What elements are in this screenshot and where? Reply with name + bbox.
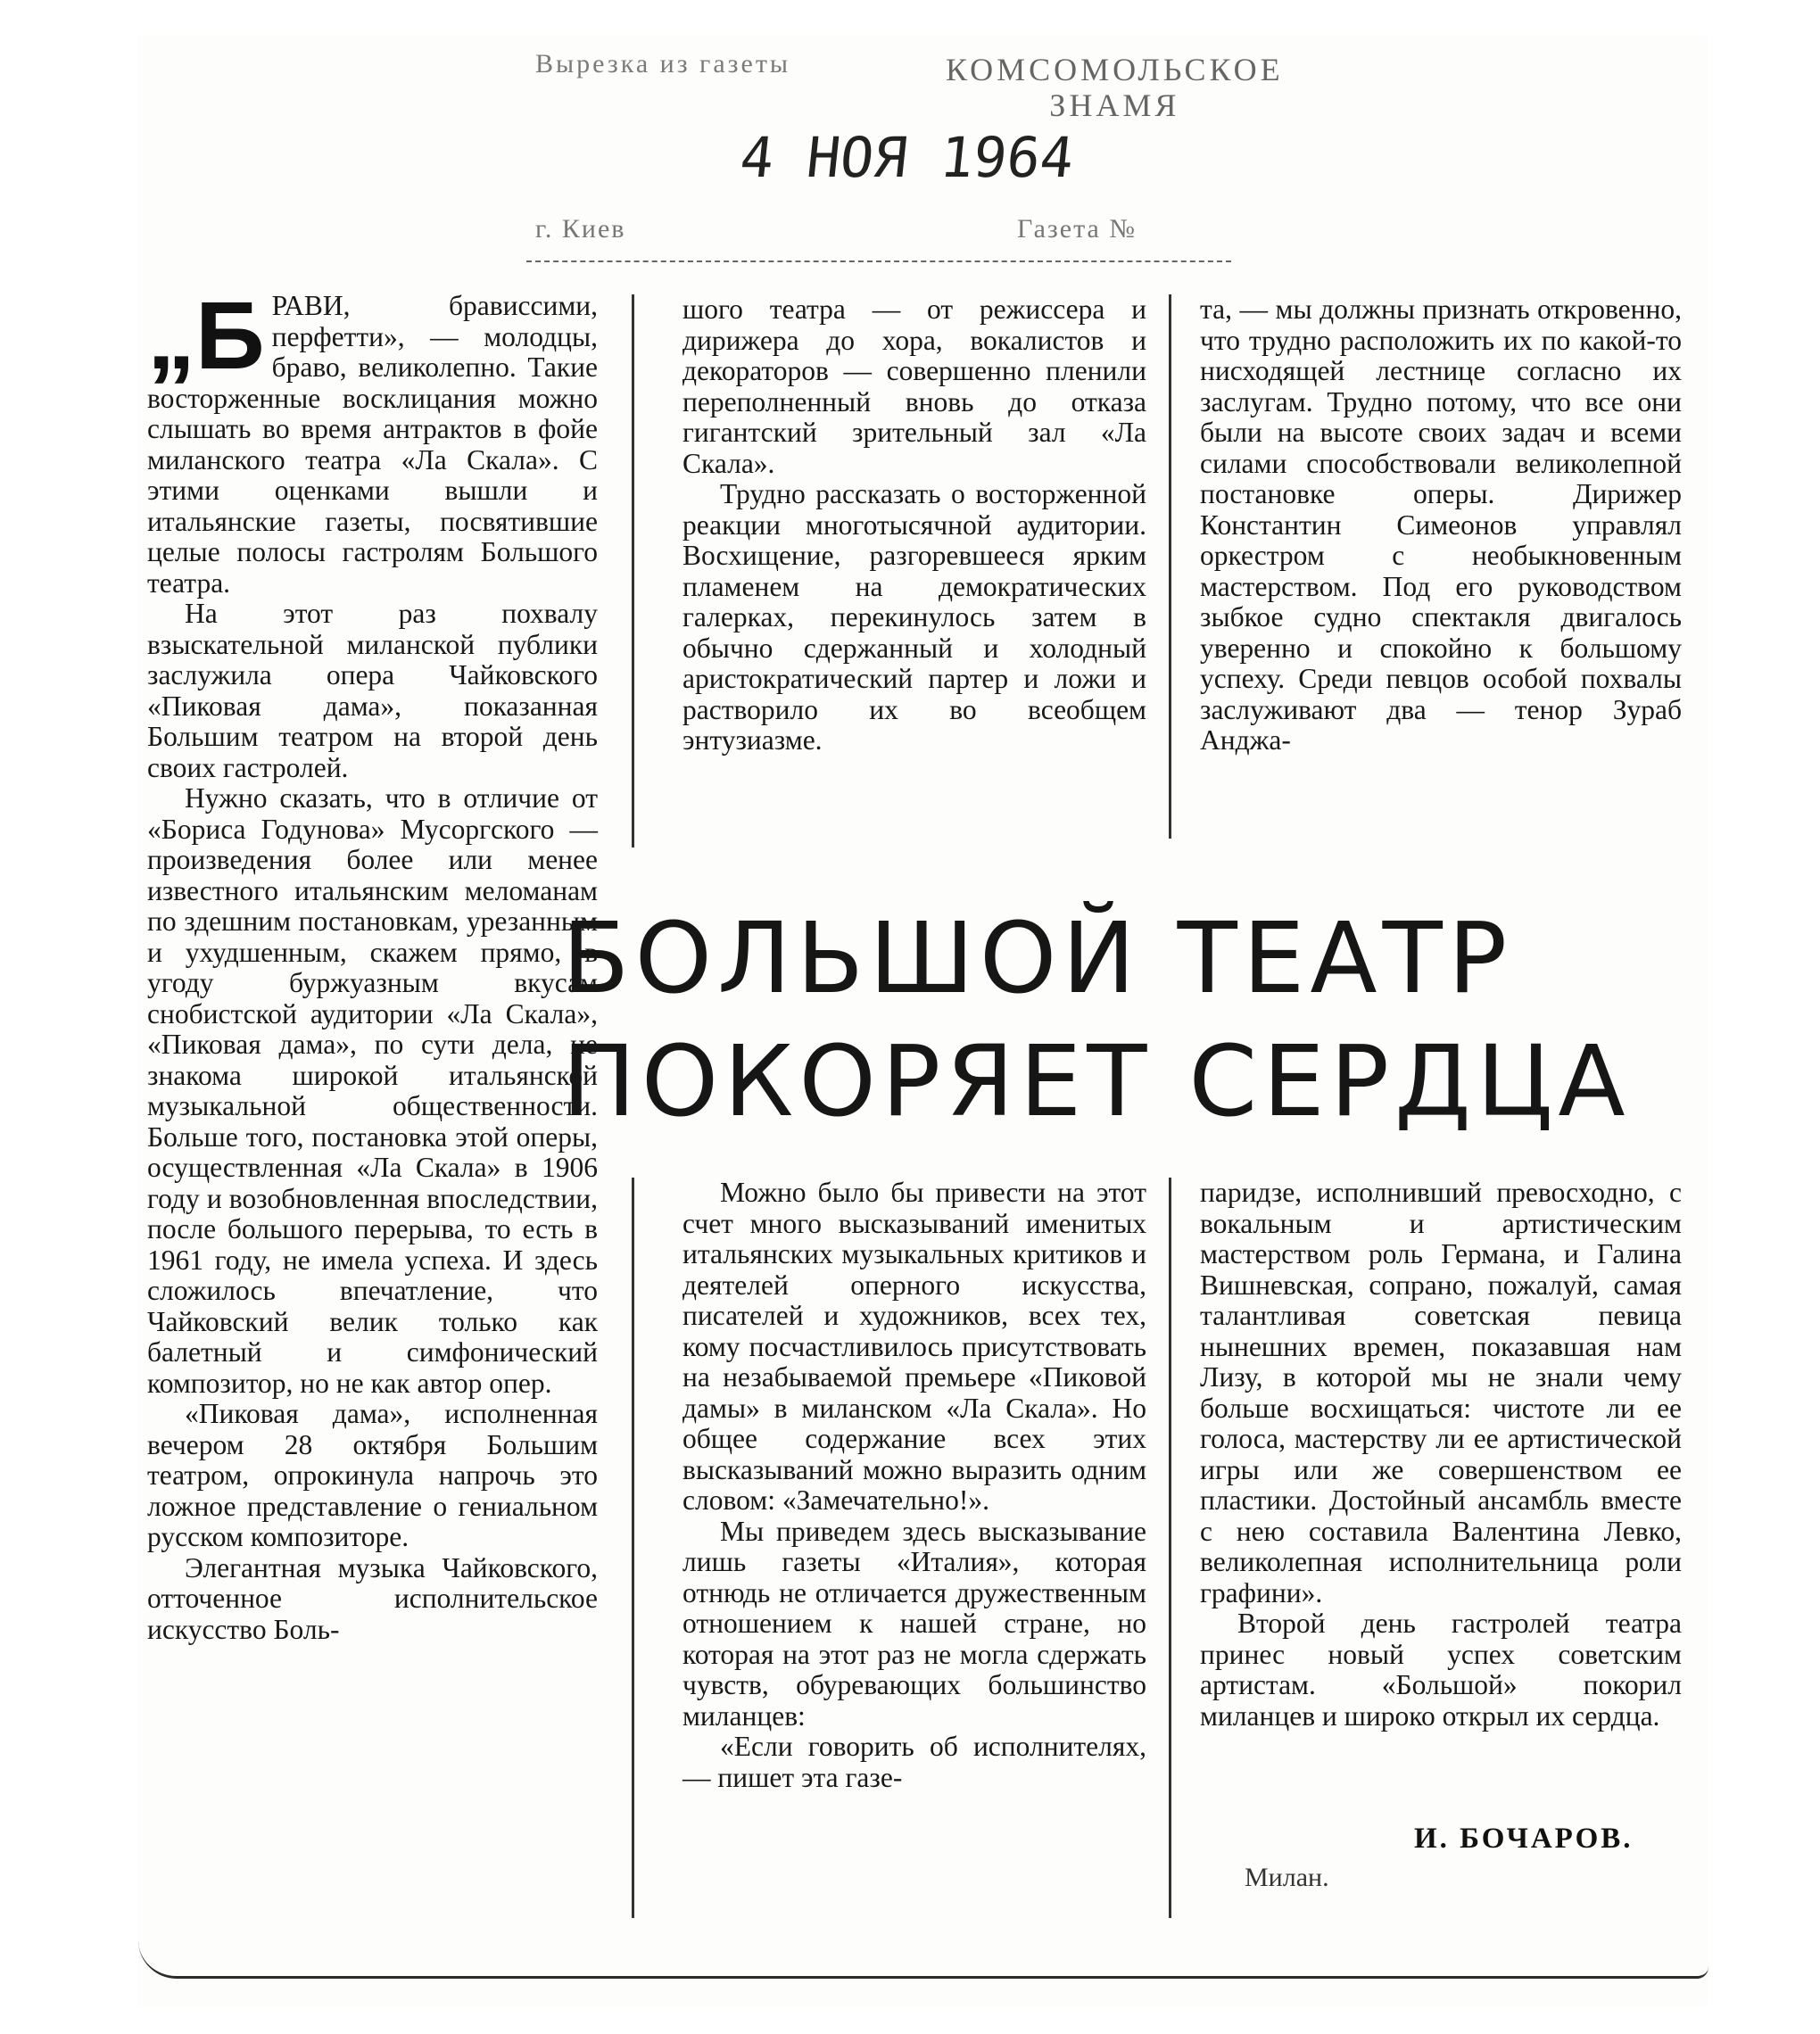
newspaper-name-line2: ЗНАМЯ	[1049, 87, 1180, 123]
article-column-1	[147, 281, 598, 1645]
paragraph: Можно было бы привести на этот счет много высказываний именитых итальянских музыкальных критиков и деятелей оперного искусства, писателей и художников, всех тех, кому посчастливилось присутствовать на незабываемой премьере «Пиковой дамы» в миланском «Ла Скала». Но общее содержание всех этих высказываний можно выразить одним словом: «Замечательно!».	[682, 1177, 1146, 1516]
paragraph: Второй день гастролей театра принес новый успех советским артистам. «Большой» покорил миланцев и широко открыл их сердца.	[1200, 1608, 1682, 1732]
clipping-label: Вырезка из газеты	[535, 49, 791, 79]
paragraph: Нужно сказать, что в отличие от «Бориса Годунова» Мусоргского — произведения более или менее известного итальянским меломанам по здешним постановкам, урезанным и ухудшенным, скажем прямо, в угоду буржуазным вкусам снобистской аудитории «Ла Скала», «Пиковая дама», по сути дела, не знакома широкой итальянской музыкальной общественности. Больше того, постановка этой оперы, осуществленная «Ла Скала» в 1906 году и возобновленная впоследствии, после большого перерыва, то есть в 1961 году, не имела успеха. И здесь сложилось впечатление, что Чайковский велик только как балетный и симфонический композитор, но не как автор опер.	[147, 782, 598, 1399]
article-column-3-top	[1200, 294, 1682, 757]
paragraph	[147, 281, 598, 599]
paragraph: шого театра — от режиссера и дирижера до хора, вокалистов и декораторов — совершенно пленили переполненный вновь до отказа гигантский зрительный зал «Ла Скала».	[682, 294, 1146, 479]
article-column-2-bottom	[682, 1178, 1146, 1793]
paragraph: «Если говорить об исполнителях, — пишет эта газе-	[682, 1731, 1146, 1793]
headline	[562, 897, 1633, 1143]
paragraph: На этот раз похвалу взыскательной миланской публики заслужила опера Чайковского «Пиковая дама», показанная Большим театром на второй день своих гастролей.	[147, 598, 598, 783]
header-divider	[526, 260, 1231, 262]
issue-number-label: Газета №	[1017, 214, 1137, 244]
clipping-edge	[138, 1940, 1708, 1979]
newspaper-name	[946, 52, 1284, 123]
article-column-3-bottom	[1200, 1178, 1682, 1732]
dateline-place: Милан.	[1245, 1863, 1329, 1892]
paragraph-text: РАВИ, брависсими, перфетти», — молодцы, браво, великолепно. Такие восторженные восклицания можно слышать во время антрактов в фойе миланского театра «Ла Скала». С этими оценками вышли и итальянские газеты, посвятившие целые полосы гастролям Большого театра.	[147, 290, 598, 599]
paragraph: Трудно рассказать о восторженной реакции многотысячной аудитории. Восхищение, разгоревшееся ярким пламенем на демократических галерках, перекинулось затем в обычно сдержанный и холодный аристократический партер и ложи и растворило их во всеобщем энтузиазме.	[682, 478, 1146, 756]
paragraph: та, — мы должны признать откровенно, что трудно расположить их по какой-то нисходящей лестнице согласно их заслугам. Трудно потому, что все они были на высоте своих задач и всеми силами способствовали великолепной постановке оперы. Дирижер Константин Симеонов управлял оркестром с необыкновенным мастерством. Под его руководством зыбкое судно спектакля двигалось уверенно и спокойно к большому успеху. Среди певцов особой похвалы заслуживают два — тенор Зураб Анджа-	[1200, 294, 1682, 756]
column-rule	[632, 294, 634, 848]
column-rule	[1169, 1178, 1171, 1918]
city-label: г. Киев	[535, 214, 626, 244]
paragraph: Элегантная музыка Чайковского, отточенное исполнительское искусство Боль-	[147, 1551, 598, 1645]
paragraph: «Пиковая дама», исполненная вечером 28 октября Большим театром, опрокинула напрочь это ложное представление о гениальном русском композиторе.	[147, 1398, 598, 1552]
column-rule	[1169, 294, 1171, 839]
date-stamp: 4 НОЯ 1964	[737, 125, 1078, 190]
author-signature: И. БОЧАРОВ.	[1414, 1823, 1634, 1855]
headline-line-2: ПОКОРЯЕТ СЕРДЦА	[562, 1024, 1631, 1138]
newspaper-name-line1: КОМСОМОЛЬСКОЕ	[946, 52, 1284, 87]
paragraph: паридзе, исполнивший превосходно, с вокальным и артистическим мастерством роль Германа, и Галина Вишневская, сопрано, пожалуй, самая талантливая советская певица нынешних времен, показавшая нам Лизу, в которой мы не знали чему больше восхищаться: чистоте ли ее голоса, мастерству ли ее артистической игры или же совершенством ее пластики. Достойный ансамбль вместе с нею составила Валентина Левко, великолепная исполнительница роли графини».	[1200, 1177, 1682, 1608]
paragraph: Мы приведем здесь высказывание лишь газеты «Италия», которая отнюдь не отличается дружественным отношением к нашей стране, но которая на этот раз не могла сдержать чувств, обуревающих большинство миланцев:	[682, 1515, 1146, 1732]
drop-cap: „Б	[147, 281, 265, 389]
column-rule	[632, 1178, 634, 1918]
article-column-2-top	[682, 294, 1146, 757]
headline-line-1: БОЛЬШОЙ ТЕАТР	[562, 901, 1513, 1015]
